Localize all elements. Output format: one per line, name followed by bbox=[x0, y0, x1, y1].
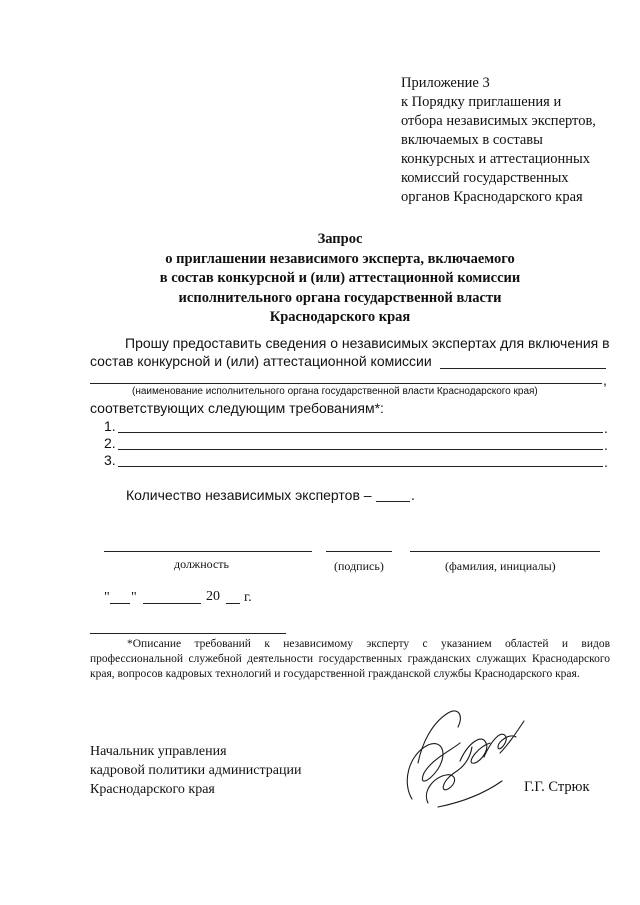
appendix-line: отбора независимых экспертов, bbox=[401, 113, 596, 129]
position-blank-line bbox=[104, 551, 312, 552]
title-line: о приглашении независимого эксперта, включаемого bbox=[165, 250, 515, 267]
requirement-number: 3. bbox=[104, 452, 116, 468]
title-line: исполнительного органа государственной власти bbox=[178, 289, 502, 306]
appendix-line: конкурсных и аттестационных bbox=[401, 151, 591, 167]
appendix-line: к Порядку приглашения и bbox=[401, 94, 562, 110]
commission-blank-line bbox=[440, 368, 606, 369]
date-year-blank bbox=[226, 603, 240, 604]
signer-title bbox=[90, 742, 302, 799]
name-blank-line bbox=[410, 551, 600, 552]
signature-blank-line bbox=[326, 551, 392, 552]
requirement-end: . bbox=[604, 454, 608, 470]
organ-name-blank-line bbox=[90, 383, 602, 384]
requirement-blank-line bbox=[118, 466, 603, 467]
name-caption: (фамилия, инициалы) bbox=[445, 559, 556, 573]
signer-title-line: кадровой политики администрации bbox=[90, 763, 302, 778]
requirement-number: 2. bbox=[104, 435, 116, 451]
appendix-line: включаемых в составы bbox=[401, 132, 543, 148]
title-line: Запрос bbox=[317, 231, 363, 247]
title-line: в состав конкурсной и (или) аттестационной комиссии bbox=[159, 270, 521, 286]
organ-name-comma: , bbox=[603, 372, 607, 388]
footnote-separator bbox=[90, 633, 286, 634]
appendix-note bbox=[401, 74, 631, 207]
footnote-text: *Описание требований к независимому эксперту с указанием областей и видов профессиональной служебной деятельности государственных гражданских служащих Краснодарского края, вопросов кадровых технологий и государственной гражданской службы Краснодарского края. bbox=[90, 638, 610, 681]
requirement-end: . bbox=[604, 420, 608, 436]
document-title bbox=[90, 230, 590, 328]
experts-count-end: . bbox=[411, 487, 415, 503]
date-day-blank bbox=[110, 603, 130, 604]
appendix-line: комиссий государственных bbox=[401, 170, 569, 186]
appendix-line: органов Краснодарского края bbox=[401, 189, 583, 205]
requirement-end: . bbox=[604, 437, 608, 453]
requirement-number: 1. bbox=[104, 418, 116, 434]
date-year-suffix: г. bbox=[244, 590, 252, 605]
requirement-blank-line bbox=[118, 449, 603, 450]
signer-name: Г.Г. Стрюк bbox=[524, 779, 590, 795]
experts-count-label: Количество независимых экспертов – bbox=[126, 487, 372, 503]
position-caption: должность bbox=[174, 557, 229, 571]
appendix-line: Приложение 3 bbox=[401, 75, 490, 91]
organ-name-caption: (наименование исполнительного органа государственной власти Краснодарского края) bbox=[132, 386, 538, 397]
signature-caption: (подпись) bbox=[334, 559, 384, 573]
date-month-blank bbox=[143, 603, 201, 604]
title-line: Краснодарского края bbox=[269, 309, 411, 325]
date-year-prefix: 20 bbox=[206, 589, 220, 604]
handwritten-signature bbox=[398, 703, 528, 813]
date-open-quote: " bbox=[104, 590, 110, 605]
experts-count-blank bbox=[376, 501, 410, 502]
requirements-intro: соответствующих следующим требованиям*: bbox=[90, 400, 384, 416]
signer-title-line: Краснодарского края bbox=[90, 782, 215, 797]
date-close-quote: " bbox=[131, 590, 137, 605]
request-line-1: Прошу предоставить сведения о независимых экспертах для включения в bbox=[125, 335, 610, 351]
requirement-blank-line bbox=[118, 432, 603, 433]
signer-title-line: Начальник управления bbox=[90, 744, 227, 759]
request-line-2: состав конкурсной и (или) аттестационной комиссии bbox=[90, 353, 432, 369]
